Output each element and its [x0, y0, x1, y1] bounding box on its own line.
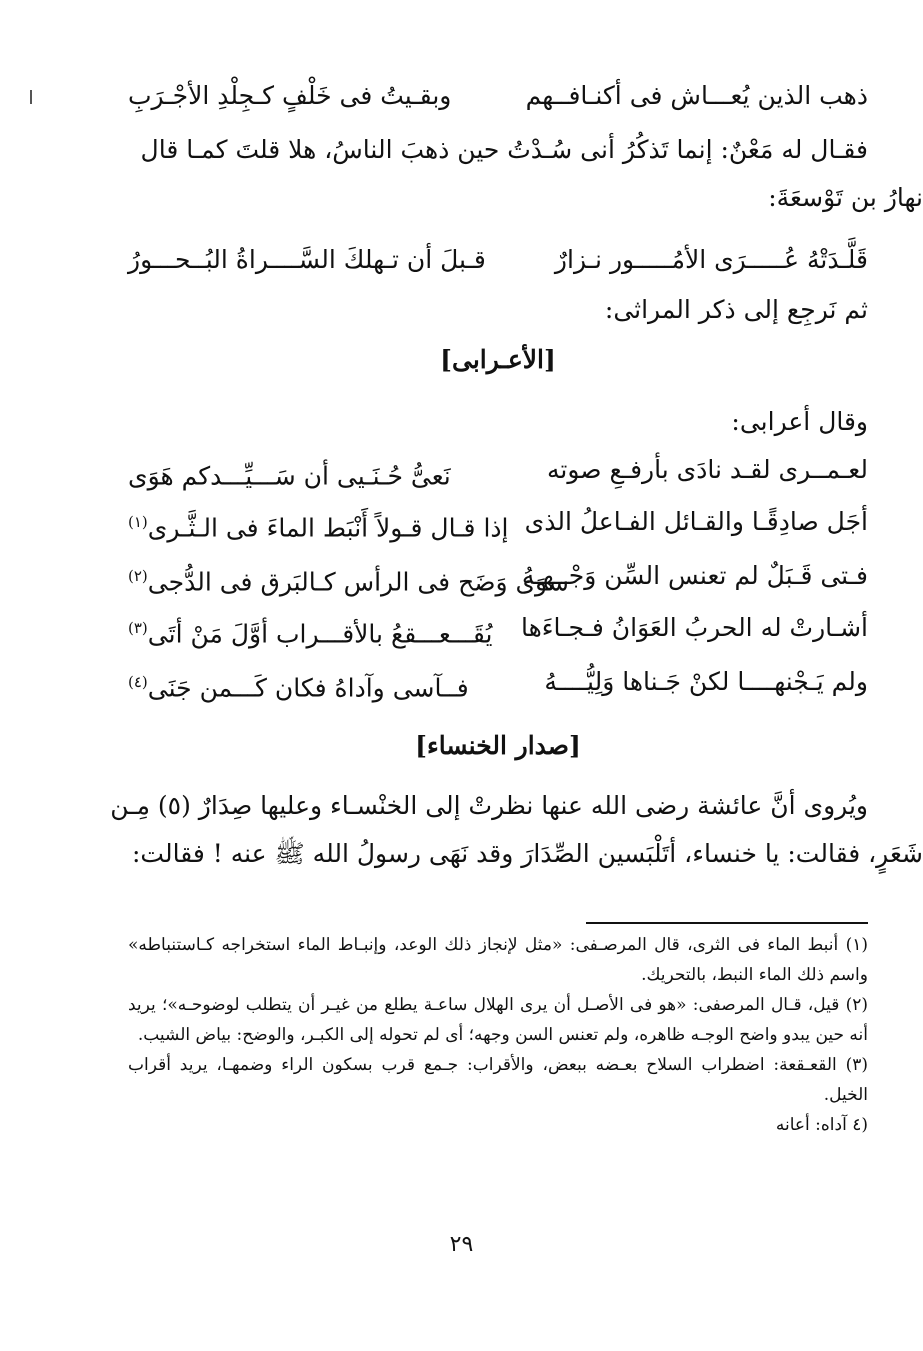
transition-line: ثم نَرجِع إلى ذكر المراثى:	[604, 295, 868, 324]
verse-line	[128, 658, 868, 706]
verse-line	[128, 236, 868, 284]
footnote-marker: (٤)	[128, 673, 148, 691]
verse-second-hemistich	[128, 604, 493, 658]
margin-mark	[30, 90, 32, 104]
page-number: ٢٩	[449, 1232, 474, 1257]
footnote-marker: (١)	[128, 513, 148, 531]
footnote-marker: (٣)	[128, 619, 148, 637]
verse-text: فــآسى وآداهُ فكان كَـــمن جَنَى	[147, 673, 469, 703]
verse-first-hemistich: أجَل صادِقًـا والقـائل الفـاعلُ الذى	[524, 507, 868, 536]
prose-line: نهارُ بن تَوْسعَةَ:	[768, 183, 923, 212]
prose-line: فقـال له مَعْنٌ: إنما تَذكُرُ أنى سُـدْتُ حين ذهبَ الناسُ، هلا قلتَ كمـا قال	[140, 135, 868, 164]
verse-line	[128, 552, 868, 600]
footnote-number: (٣)	[845, 1055, 868, 1075]
verse-text: نَعىُّ حُـنَـيى أن سَـــيِّـــدكم هَوَى	[128, 461, 451, 491]
verse-text: إذا قـال قـولاً أَنْبَط الماءَ فى الـثَّـرى	[147, 513, 509, 543]
verse-second-hemistich: وبقـيتُ فى خَلْفٍ كـجِلْدِ الأجْـرَبِ	[128, 81, 452, 110]
verse-first-hemistich: ولم يَـجْنهــــا لكنْ جَـناها وَلِيُّــــهُ	[544, 667, 868, 696]
verse-second-hemistich	[128, 658, 469, 712]
verse-line	[128, 72, 868, 120]
verse-second-hemistich	[128, 552, 569, 606]
prose-line: شَعَرٍ، فقالت: يا خنساء، أتَلْبَسين الصِّدَارَ وقد نَهَى رسولُ الله ﷺ عنه ! فقالت:	[131, 839, 923, 868]
footnotes	[128, 930, 868, 1140]
footnote-number: (٢)	[845, 995, 868, 1015]
verse-text: يُقَـــعـــقعُ بالأقـــراب أوَّلَ مَنْ أتَى	[147, 619, 493, 649]
footnote-marker: (٢)	[128, 567, 148, 585]
verse-first-hemistich: أشـارتْ له الحربُ العَوَانُ فـجـاءَها	[520, 613, 868, 642]
verse-line	[128, 446, 868, 494]
verse-line	[128, 498, 868, 546]
footnote	[128, 930, 868, 990]
prose-line: ويُروى أنَّ عائشة رضى الله عنها نظرتْ إلى الخنْسـاء وعليها صِدَارٌ (٥) مِـن	[110, 791, 868, 820]
footnote	[128, 990, 868, 1050]
footnote-text: آداه: أعانه	[775, 1115, 847, 1135]
footnote	[128, 1050, 868, 1110]
verse-text: سوَى وَضَح فى الرأس كـالبَرق فى الدُّجى	[147, 567, 569, 597]
verse-first-hemistich: قَلَّـدَتْهُ عُـــــرَى الأمُـــــور نـزارٌ	[554, 245, 868, 274]
footnote-number: (١)	[845, 935, 869, 955]
verse-second-hemistich	[128, 498, 508, 552]
verse-first-hemistich: ذهب الذين يُعـــاش فى أكنـافــهم	[525, 81, 868, 110]
footnote	[128, 1110, 868, 1140]
footnote-text: القعـقعة: اضطراب السلاح بعـضه ببعض، والأقراب: جـمع قرب بسكون الراء وضمهـا، يريد أقراب الخيل.	[128, 1055, 868, 1105]
verse-second-hemistich	[128, 446, 451, 500]
intro-line: وقال أعرابى:	[731, 407, 868, 436]
verse-line	[128, 604, 868, 652]
footnote-number: (٤	[852, 1115, 868, 1135]
section-heading: [الأعـرابى]	[440, 345, 556, 374]
section-heading: [صدار الخنساء]	[415, 731, 581, 760]
verse-second-hemistich: قـبلَ أن تـهلكَ السَّــــراةُ البُــحـــورُ	[128, 245, 486, 274]
verse-first-hemistich: فـتى قَـبَلٌ لم تعنس السِّن وَجْــهـهُ	[521, 561, 868, 590]
verse-first-hemistich: لعـمــرى لقـد نادَى بأرفـعِ صوته	[547, 455, 868, 484]
footnote-text: قيل، قـال المرصفى: «هو فى الأصـل أن يرى الهلال ساعـة يطلع من غيـر أن يتطلب لوضوحـه»؛ يريد أنه حين يبدو واضح الوجـه ظاهره، ولم تعنس السن وجهه؛ أى لم تحوله إلى الكبـر، والوضح: بياض الشيب.	[128, 995, 868, 1045]
footnote-separator	[586, 922, 868, 924]
footnote-text: أنبط الماء فى الثرى، قال المرصـفى: «مثل لإنجاز ذلك الوعد، وإنبـاط الماء استخراجه كـاستنباطه» واسم ذلك الماء النبط، بالتحريك.	[128, 935, 868, 985]
